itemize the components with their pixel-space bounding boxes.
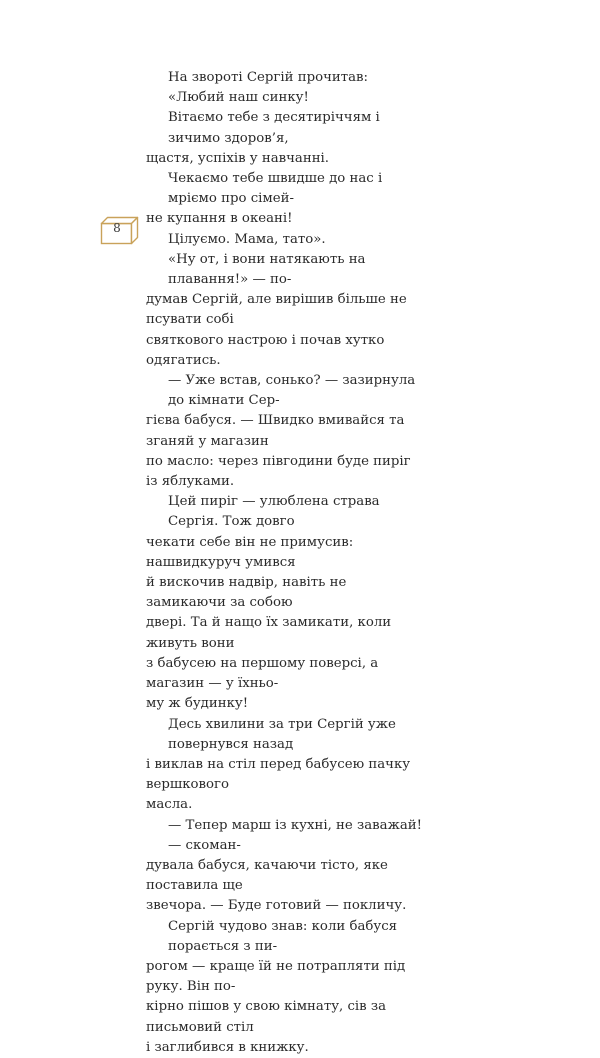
text-line: Цей пиріг — улюблена страва Сергія. Тож довго [168, 494, 380, 530]
text-line: дувала бабуся, качаючи тісто, яке поставила ще [146, 857, 388, 894]
text-line: і заглибився в книжку. [146, 1039, 309, 1055]
text-line: не купання в океані! [146, 211, 293, 227]
text-line: На звороті Сергій прочитав: [168, 70, 368, 85]
text-line: щастя, успіхів у навчанні. [146, 150, 330, 166]
text-line: думав Сергій, але вирішив більше не псувати собі [146, 292, 407, 328]
text-line: Цілуємо. Мама, тато». [168, 231, 326, 247]
text-line: Десь хвилини за три Сергій уже повернувся назад [168, 716, 396, 752]
text-line: Вітаємо тебе з десятиріччям і зичимо здоров’я, [168, 110, 380, 146]
text-line: звечора. — Буде готовий — покличу. [146, 898, 407, 914]
text-line: «Любий наш синку! [168, 90, 309, 106]
text-line: — Тепер марш із кухні, не заважай! — скоман- [168, 817, 422, 853]
text-line: му ж будинку! [146, 696, 249, 712]
text-line: по масло: через півгодини буде пиріг із яблуками. [146, 453, 411, 490]
text-line: Чекаємо тебе швидше до нас і мріємо про сімей- [168, 171, 383, 207]
text-line: масла. [146, 797, 193, 813]
text-line: «Ну от, і вони натякають на плавання!» — по- [168, 251, 366, 288]
text-line: святкового настрою і почав хутко одягатись. [146, 332, 385, 368]
text-line: чекати себе він не примусив: нашвидкуруч умився [146, 534, 354, 570]
text-line: й вискочив надвір, навіть не замикаючи за собою [146, 575, 347, 611]
text-line: двері. Та й нащо їх замикати, коли живуть вони [146, 615, 392, 651]
text-line: кірно пішов у свою кімнату, сів за письмовий стіл [146, 999, 387, 1035]
text-line: гієва бабуся. — Швидко вмивайся та зганяй у магазин [146, 413, 405, 449]
text-line: і виклав на стіл перед бабусею пачку вершкового [146, 756, 411, 793]
page-number: 8 [113, 221, 121, 235]
body-text [146, 68, 424, 1058]
text-line: — Уже встав, сонько? — зазирнула до кімнати Сер- [168, 373, 416, 409]
text-line: Сергій чудово знав: коли бабуся порається з пи- [168, 918, 398, 954]
text-line: з бабусею на першому поверсі, а магазин — у їхньо- [146, 655, 379, 692]
page-number-badge [100, 216, 140, 246]
text-line: рогом — краще їй не потрапляти під руку. Він по- [146, 958, 406, 995]
